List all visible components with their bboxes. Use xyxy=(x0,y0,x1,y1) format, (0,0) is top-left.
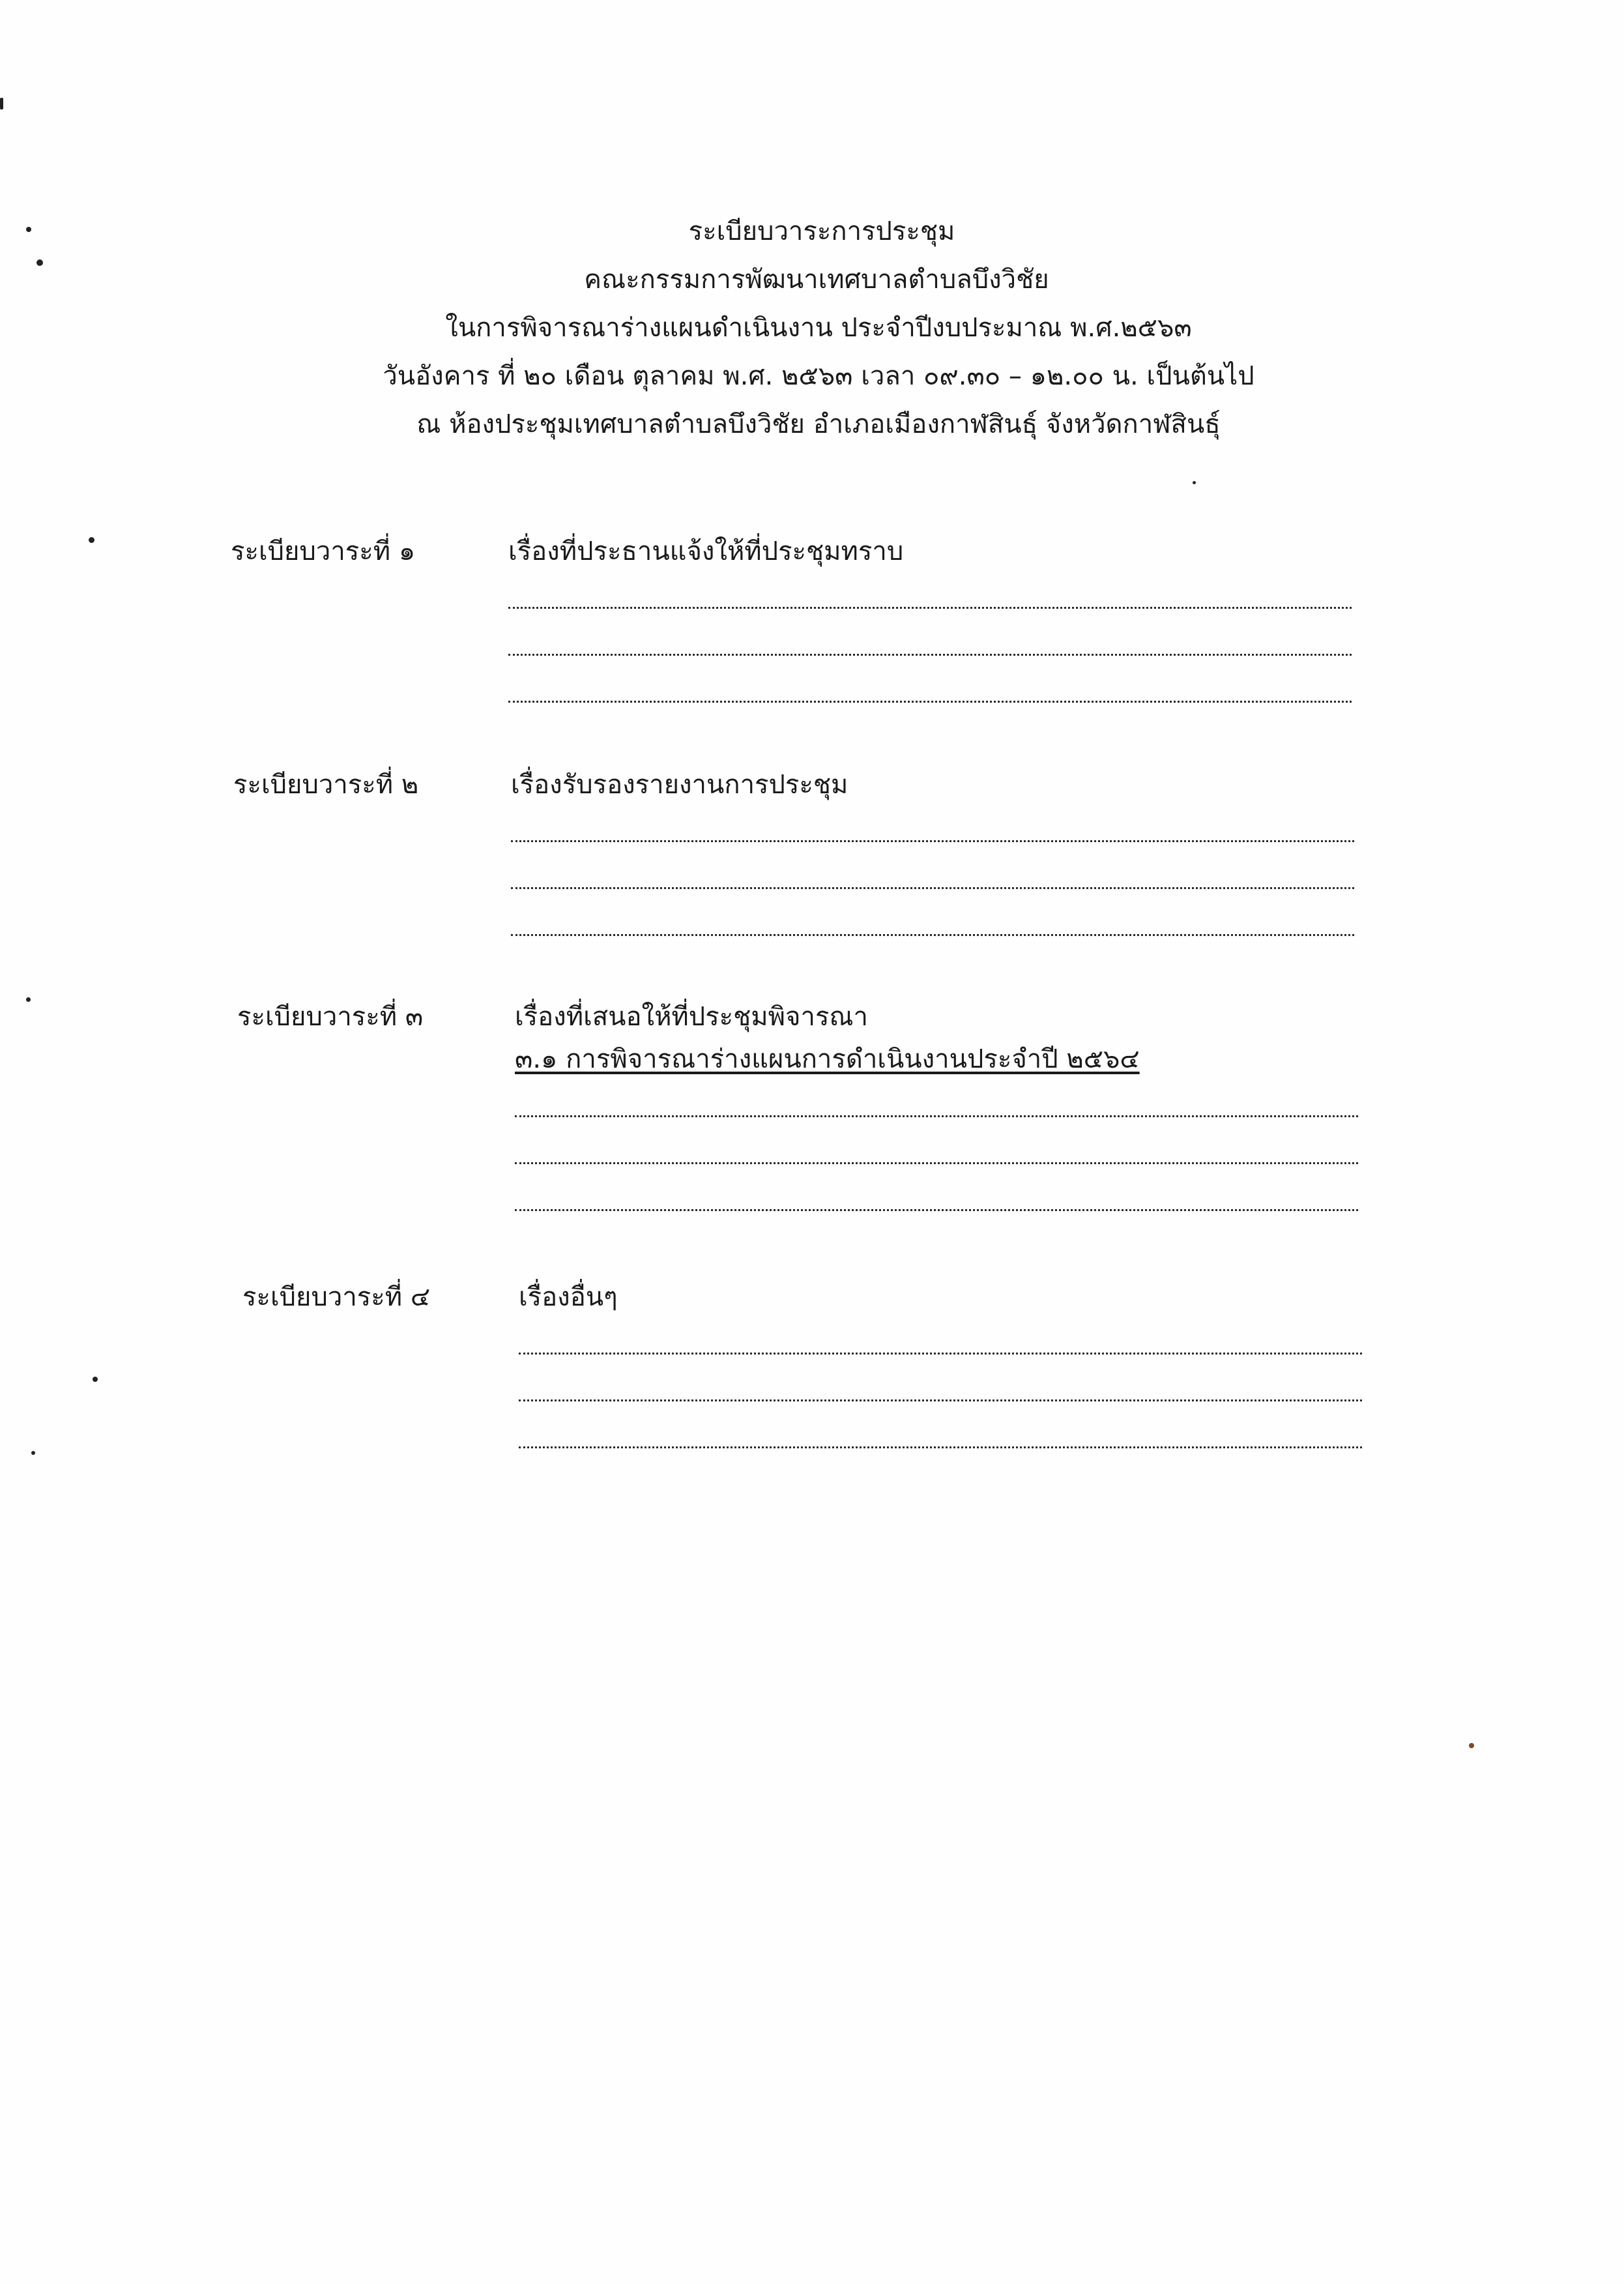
scan-speck xyxy=(1193,481,1196,484)
dotted-line xyxy=(508,572,1352,609)
header-committee: คณะกรรมการพัฒนาเทศบาลตำบลบึงวิชัย xyxy=(584,265,1049,295)
dotted-line xyxy=(508,609,1352,656)
agenda-title: เรื่องที่เสนอให้ที่ประชุมพิจารณา xyxy=(515,1002,868,1032)
scan-speck xyxy=(26,227,31,232)
dotted-line xyxy=(511,806,1354,842)
dotted-line xyxy=(519,1318,1362,1354)
dotted-line xyxy=(515,1081,1358,1117)
header-datetime: วันอังคาร ที่ ๒๐ เดือน ตุลาคม พ.ศ. ๒๕๖๓ เวลา ๐๙.๓๐ – ๑๒.๐๐ น. เป็นต้นไป xyxy=(383,361,1254,391)
scan-speck xyxy=(36,259,43,266)
agenda-label: ระเบียบวาระที่ ๒ xyxy=(233,770,419,800)
agenda-label: ระเบียบวาระที่ ๑ xyxy=(231,536,416,566)
agenda-title: เรื่องอื่นๆ xyxy=(519,1282,618,1312)
header-venue: ณ ห้องประชุมเทศบาลตำบลบึงวิชัย อำเภอเมืองกาฬสินธุ์ จังหวัดกาฬสินธุ์ xyxy=(416,409,1221,439)
dotted-line xyxy=(511,842,1354,889)
agenda-label: ระเบียบวาระที่ ๓ xyxy=(237,1002,424,1032)
agenda-title: เรื่องรับรองรายงานการประชุม xyxy=(511,770,848,800)
agenda-title: เรื่องที่ประธานแจ้งให้ที่ประชุมทราบ xyxy=(508,536,904,566)
scan-speck xyxy=(26,997,31,1002)
dotted-line xyxy=(519,1401,1362,1448)
header-subject: ในการพิจารณาร่างแผนดำเนินงาน ประจำปีงบประมาณ พ.ศ.๒๕๖๓ xyxy=(445,313,1192,343)
agenda-sub-item: ๓.๑ การพิจารณาร่างแผนการดำเนินงานประจำปี ๒๕๖๔ xyxy=(515,1044,1140,1074)
document-header xyxy=(0,207,1624,448)
scan-speck xyxy=(31,1451,35,1455)
dotted-line xyxy=(519,1354,1362,1401)
scan-speck xyxy=(1469,1743,1474,1748)
dotted-line xyxy=(515,1164,1358,1211)
scan-speck xyxy=(0,98,3,110)
dotted-line xyxy=(515,1117,1358,1164)
dotted-line xyxy=(508,656,1352,703)
scan-speck xyxy=(93,1377,98,1382)
agenda-label: ระเบียบวาระที่ ๔ xyxy=(242,1282,431,1312)
dotted-line xyxy=(511,889,1354,936)
scan-speck xyxy=(89,537,94,543)
header-title: ระเบียบวาระการประชุม xyxy=(688,216,955,246)
